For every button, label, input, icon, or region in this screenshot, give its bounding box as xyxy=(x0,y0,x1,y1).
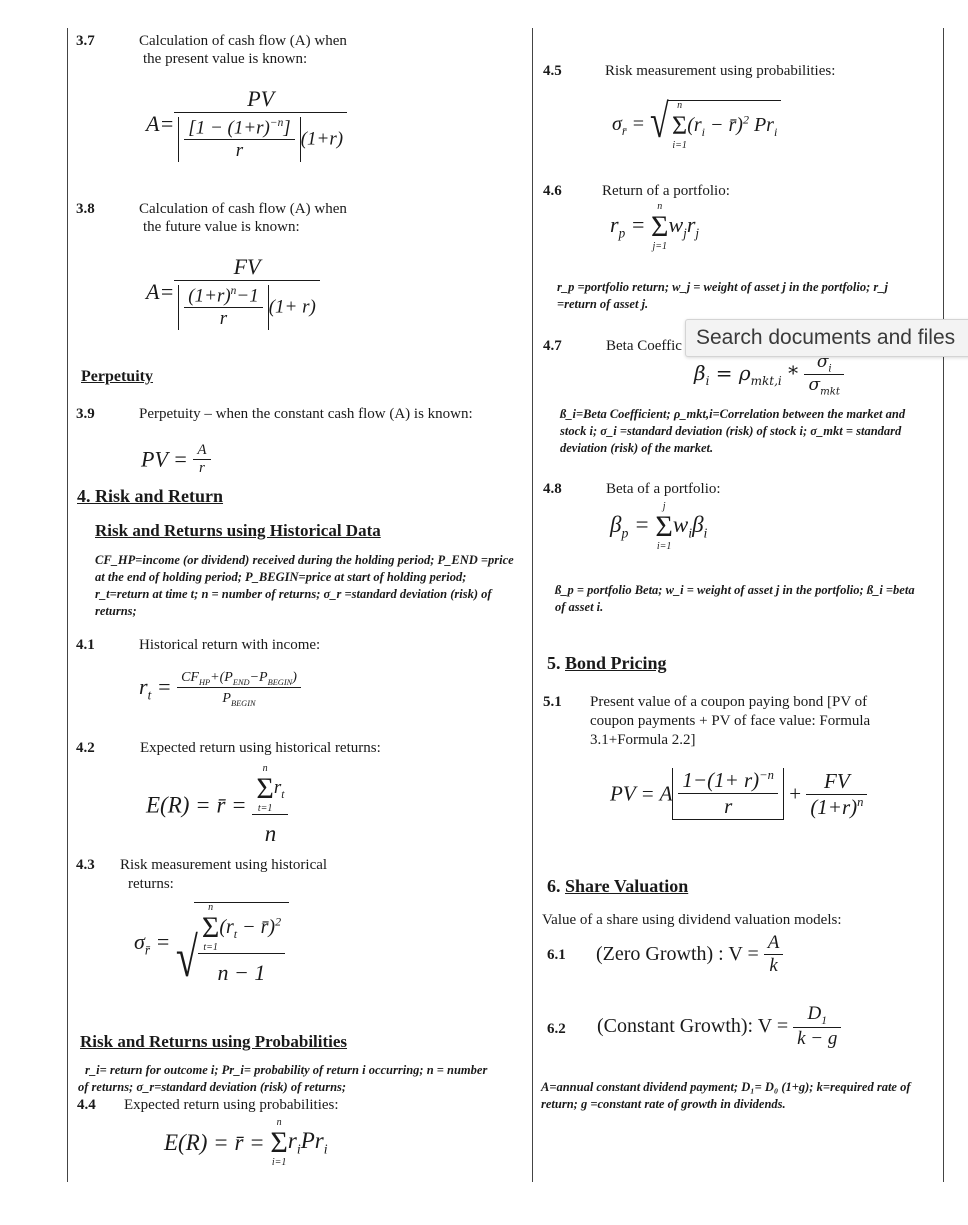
formula-4-7: $\beta_i = \rho_{mkt,i}$ * $\frac{\sigma_i}{\sigma_{mkt}}$ xyxy=(694,352,844,398)
beta-definitions: ß_i=Beta Coefficient; ρ_mkt,i=Correlation between the market and stock i; σ_i =standard deviation (risk) of stock i; σ_mkt = standard deviation (risk) of the market. xyxy=(560,407,906,455)
formula-6-2: (Constant Growth): V = $\frac{D_1}{k - g}$ xyxy=(597,1003,841,1050)
section-number: 4.3 xyxy=(76,857,95,873)
section-number: 3.7 xyxy=(76,33,95,49)
historical-data-heading: Risk and Returns using Historical Data xyxy=(95,521,381,540)
right-column-border xyxy=(943,28,944,1182)
section-text: Calculation of cash flow (A) when xyxy=(139,33,347,49)
section-number: 5.1 xyxy=(543,694,562,710)
formula-4-1: $r_t$ = $\frac{CF_{HP}+(P_{END}-P_{BEGIN})}{P_{BEGIN}}$ xyxy=(139,670,301,708)
section-number: 4.7 xyxy=(543,338,562,354)
risk-return-heading: 4. Risk and Return xyxy=(77,486,224,506)
section-text: Historical return with income: xyxy=(139,637,321,653)
section-text: the present value is known: xyxy=(143,51,308,67)
formula-4-3: $\sigma_{r̄}$ = √ n Σ t=1 ($r_t$ − r̄)$^2$ n − 1 xyxy=(134,902,289,986)
middle-column-border xyxy=(532,28,533,1182)
section-number: 4.4 xyxy=(77,1097,96,1113)
section-text: Present value of a coupon paying bond [PV of xyxy=(590,694,868,710)
probabilities-definitions-1: r_i= return for outcome i; Pr_i= probability of return i occurring; n = number xyxy=(85,1063,488,1077)
formula-4-4: E(R) = r̄ = n Σ i=1 $r_iPr_i$ xyxy=(164,1117,328,1168)
share-valuation-heading: 6. Share Valuation xyxy=(547,876,689,896)
share-definitions: A=annual constant dividend payment; D₁= D₀ (1+g); k=required rate of return; g =constant rate of growth in dividends. xyxy=(541,1080,911,1111)
section-number: 4.5 xyxy=(543,63,562,79)
probabilities-heading: Risk and Returns using Probabilities xyxy=(80,1032,348,1051)
beta-portfolio-definitions: ß_p = portfolio Beta; w_i = weight of asset j in the portfolio; ß_i =beta of asset i. xyxy=(555,583,915,614)
formula-5-1: PV = A $\frac{1-(1+ r)^{-n}}{r}$ + $\frac{FV}{(1+r)^n}$ xyxy=(610,768,867,820)
section-text: returns: xyxy=(128,876,174,892)
section-number: 3.9 xyxy=(76,406,95,422)
section-text: the future value is known: xyxy=(143,219,300,235)
formula-4-2: E(R) = r̄ = n Σ t=1 $r_t$ n xyxy=(146,764,288,847)
formula-3-8: A= FV $\frac{(1+r)^n-1}{r}$ (1+ r) xyxy=(146,254,320,330)
section-number: 3.8 xyxy=(76,201,95,217)
perpetuity-heading: Perpetuity xyxy=(81,368,153,385)
formula-3-9: PV = $\frac{A}{r}$ xyxy=(141,442,211,477)
share-intro: Value of a share using dividend valuation models: xyxy=(542,912,842,928)
section-number: 6.1 xyxy=(547,947,566,963)
section-number: 6.2 xyxy=(547,1021,566,1037)
section-text: 3.1+Formula 2.2] xyxy=(590,732,696,748)
section-text: Beta Coeffic xyxy=(606,338,682,354)
section-text: Return of a portfolio: xyxy=(602,183,730,199)
formula-4-6: $r_p$ = n Σ j=1 $w_jr_j$ xyxy=(610,201,700,252)
formula-4-8: $\beta_p$ = j Σ i=1 $w_i\beta_i$ xyxy=(610,501,708,552)
probabilities-definitions-2: of returns; σ_r=standard deviation (risk) of returns; xyxy=(78,1080,347,1094)
section-text: Risk measurement using probabilities: xyxy=(605,63,836,79)
section-text: Beta of a portfolio: xyxy=(606,481,721,497)
historical-definitions: CF_HP=income (or dividend) received during the holding period; P_END =price at the end of holding period; P_BEGIN=price at start of holding period; r_t=return at time t; n = number of returns; σ_r =standard deviation (risk) of returns; xyxy=(95,553,514,618)
formula-3-7: A= PV $\frac{[1 - (1+r)^{-n}]}{r}$ (1+r) xyxy=(146,86,347,162)
formula-6-1: (Zero Growth) : V = $\frac{A}{k}$ xyxy=(596,932,783,977)
left-column-border xyxy=(67,28,68,1182)
section-text: coupon payments + PV of face value: Formula xyxy=(590,713,871,729)
section-text: Risk measurement using historical xyxy=(120,857,328,873)
section-text: Expected return using historical returns: xyxy=(140,740,381,756)
section-text: Perpetuity – when the constant cash flow (A) is known: xyxy=(139,406,473,422)
section-text: Calculation of cash flow (A) when xyxy=(139,201,347,217)
section-number: 4.8 xyxy=(543,481,562,497)
portfolio-definitions: r_p =portfolio return; w_j = weight of asset j in the portfolio; r_j =return of asset j. xyxy=(557,280,888,311)
formula-4-5: $\sigma_{r̄}$ = √ n Σ i=1 ($r_i$ − r̄)$^2$ $Pr_i$ xyxy=(612,100,781,151)
section-text: Expected return using probabilities: xyxy=(124,1097,339,1113)
section-number: 4.6 xyxy=(543,183,562,199)
search-input[interactable] xyxy=(686,320,968,356)
section-number: 4.2 xyxy=(76,740,95,756)
section-number: 4.1 xyxy=(76,637,95,653)
bond-pricing-heading: 5. Bond Pricing xyxy=(547,653,667,673)
